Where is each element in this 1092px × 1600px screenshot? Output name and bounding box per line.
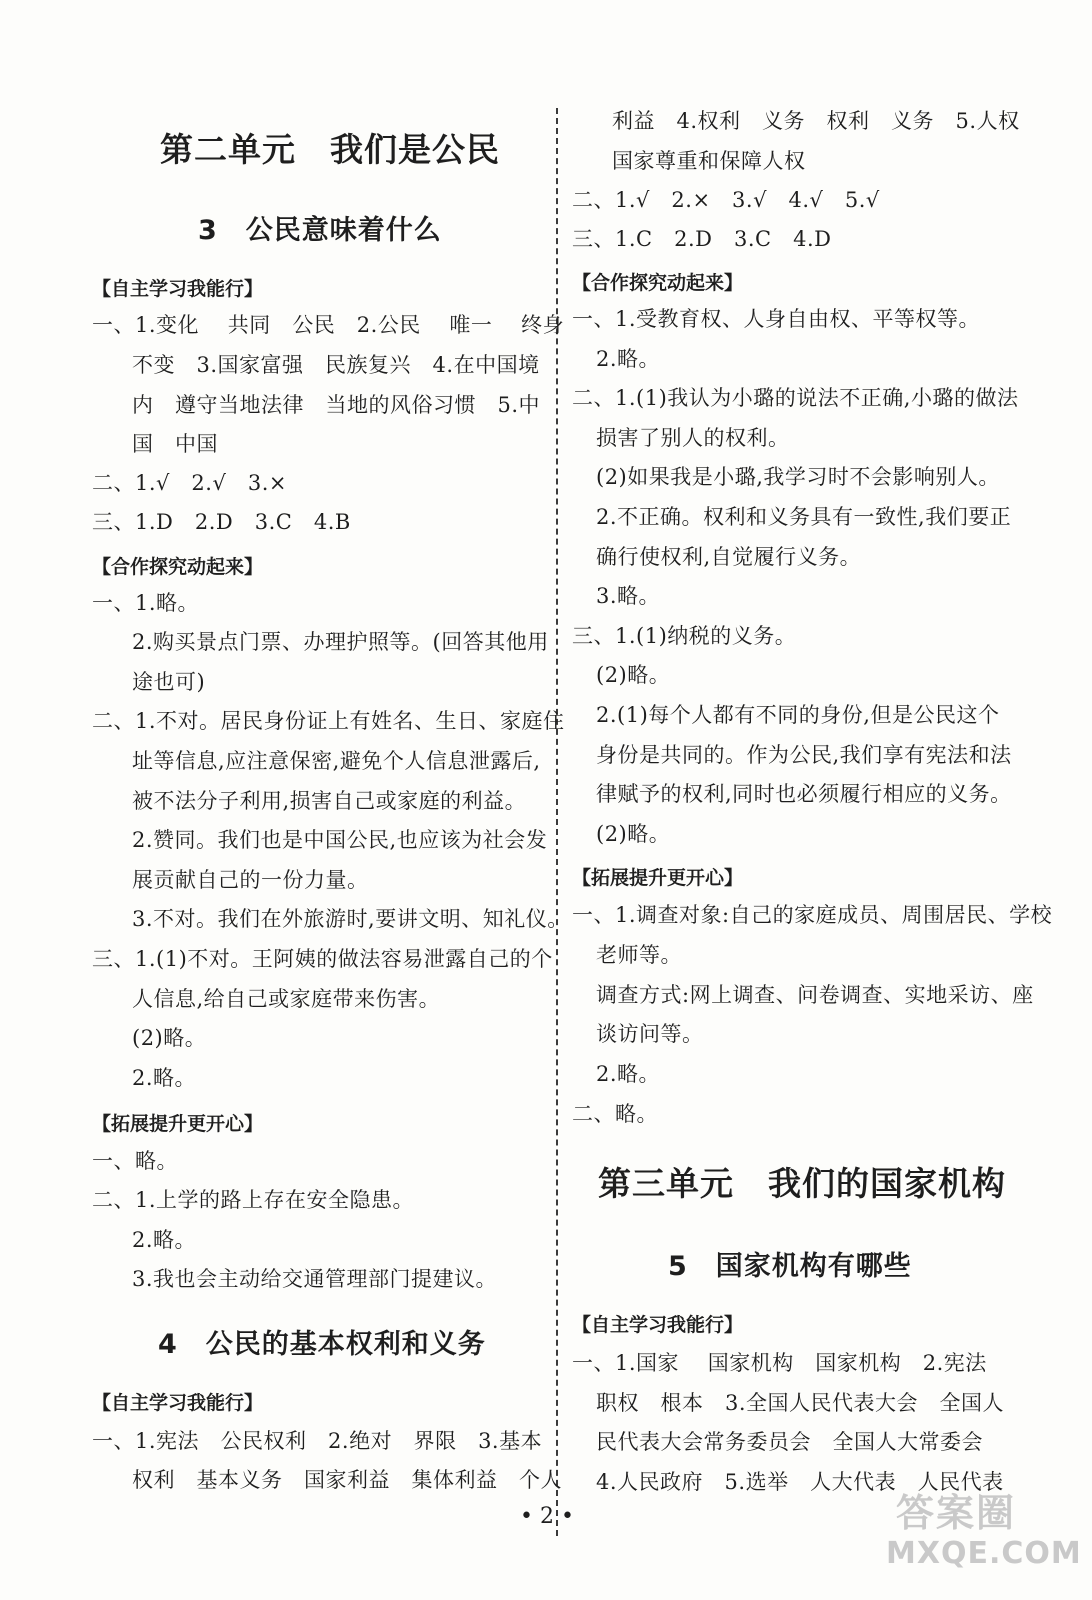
answer-line: 4.人民政府 5.选举 人大代表 人民代表 bbox=[596, 1470, 1004, 1494]
answer-line: 2.略。 bbox=[132, 1228, 197, 1252]
answer-line: 职权 根本 3.全国人民代表大会 全国人 bbox=[596, 1391, 1005, 1415]
watermark-url: MXQE.COM bbox=[886, 1536, 1082, 1571]
answer-line: 一、1.宪法 公民权利 2.绝对 界限 3.基本 bbox=[92, 1429, 543, 1453]
answer-line: 二、1.√ 2.× 3.√ 4.√ 5.√ bbox=[572, 188, 880, 212]
answer-line: (2)略。 bbox=[596, 663, 671, 687]
answer-line: 三、1.(1)纳税的义务。 bbox=[572, 624, 797, 648]
answer-line: 一、1.略。 bbox=[92, 591, 200, 615]
answer-line: 律赋予的权利,同时也必须履行相应的义务。 bbox=[596, 782, 1012, 806]
unit-title: 第三单元 我们的国家机构 bbox=[598, 1164, 1006, 1203]
answer-line: 二、1.√ 2.√ 3.× bbox=[92, 471, 287, 495]
answer-line: 老师等。 bbox=[596, 943, 682, 967]
section-heading: 【合作探究动起来】 bbox=[572, 272, 744, 294]
watermark-logo bbox=[880, 1482, 1082, 1582]
answer-line: (2)如果我是小璐,我学习时不会影响别人。 bbox=[596, 465, 1000, 489]
answer-line: 2.略。 bbox=[596, 347, 661, 371]
answer-line: 国 中国 bbox=[132, 432, 218, 456]
answer-line: 民代表大会常务委员会 全国人大常委会 bbox=[596, 1430, 983, 1454]
answer-line: 2.(1)每个人都有不同的身份,但是公民这个 bbox=[596, 703, 1000, 727]
answer-line: 身份是共同的。作为公民,我们享有宪法和法 bbox=[596, 743, 1012, 767]
answer-line: 3.不对。我们在外旅游时,要讲文明、知礼仪。 bbox=[132, 907, 569, 931]
answer-line: 二、1.上学的路上存在安全隐患。 bbox=[92, 1188, 415, 1212]
answer-line: (2)略。 bbox=[596, 822, 671, 846]
answer-line: (2)略。 bbox=[132, 1026, 207, 1050]
answer-line: 址等信息,应注意保密,避免个人信息泄露后, bbox=[132, 749, 541, 773]
answer-line: 人信息,给自己或家庭带来伤害。 bbox=[132, 987, 441, 1011]
answer-line: 2.不正确。权利和义务具有一致性,我们要正 bbox=[596, 505, 1012, 529]
lesson-title: 5 国家机构有哪些 bbox=[668, 1251, 912, 1282]
answer-line: 2.赞同。我们也是中国公民,也应该为社会发 bbox=[132, 828, 548, 852]
answer-line: 权利 基本义务 国家利益 集体利益 个人 bbox=[132, 1468, 562, 1492]
answer-line: 二、1.不对。居民身份证上有姓名、生日、家庭住 bbox=[92, 709, 565, 733]
answer-line: 途也可) bbox=[132, 670, 206, 694]
answer-line: 一、1.调查对象:自己的家庭成员、周围居民、学校 bbox=[572, 903, 1053, 927]
answer-line: 2.购买景点门票、办理护照等。(回答其他用 bbox=[132, 630, 549, 654]
section-heading: 【拓展提升更开心】 bbox=[92, 1113, 264, 1135]
section-heading: 【合作探究动起来】 bbox=[92, 556, 264, 578]
answer-line: 三、1.C 2.D 3.C 4.D bbox=[572, 227, 832, 251]
page-number: • 2 • bbox=[520, 1504, 574, 1529]
answer-line: 调查方式:网上调查、问卷调查、实地采访、座 bbox=[596, 983, 1034, 1007]
answer-line: 一、1.变化 共同 公民 2.公民 唯一 终身 bbox=[92, 313, 565, 337]
watermark-text: 答案圈 bbox=[896, 1491, 1017, 1535]
section-heading: 【自主学习我能行】 bbox=[572, 1314, 744, 1336]
answer-line: 2.略。 bbox=[596, 1062, 661, 1086]
answer-line: 2.略。 bbox=[132, 1066, 197, 1090]
answer-line: 3.略。 bbox=[596, 584, 661, 608]
answer-line: 确行使权利,自觉履行义务。 bbox=[596, 545, 862, 569]
section-heading: 【拓展提升更开心】 bbox=[572, 867, 744, 889]
answer-line: 一、1.受教育权、人身自由权、平等权等。 bbox=[572, 307, 981, 331]
unit-title: 第二单元 我们是公民 bbox=[160, 130, 500, 169]
answer-line: 被不法分子利用,损害自己或家庭的利益。 bbox=[132, 789, 527, 813]
answer-line: 一、略。 bbox=[92, 1149, 178, 1173]
answer-line: 二、略。 bbox=[572, 1102, 658, 1126]
lesson-title: 3 公民意味着什么 bbox=[198, 215, 442, 246]
answer-line: 不变 3.国家富强 民族复兴 4.在中国境 bbox=[132, 353, 540, 377]
answer-line: 展贡献自己的一份力量。 bbox=[132, 868, 369, 892]
section-heading: 【自主学习我能行】 bbox=[92, 278, 264, 300]
answer-line: 三、1.D 2.D 3.C 4.B bbox=[92, 510, 351, 534]
answer-line: 损害了别人的权利。 bbox=[596, 426, 790, 450]
answer-line: 国家尊重和保障人权 bbox=[612, 149, 806, 173]
answer-line: 二、1.(1)我认为小璐的说法不正确,小璐的做法 bbox=[572, 386, 1019, 410]
answer-line: 三、1.(1)不对。王阿姨的做法容易泄露自己的个 bbox=[92, 947, 553, 971]
answer-line: 内 遵守当地法律 当地的风俗习惯 5.中 bbox=[132, 393, 541, 417]
answer-line: 3.我也会主动给交通管理部门提建议。 bbox=[132, 1267, 498, 1291]
answer-line: 一、1.国家 国家机构 国家机构 2.宪法 bbox=[572, 1351, 987, 1375]
lesson-title: 4 公民的基本权利和义务 bbox=[158, 1329, 486, 1360]
section-heading: 【自主学习我能行】 bbox=[92, 1392, 264, 1414]
answer-line: 利益 4.权利 义务 权利 义务 5.人权 bbox=[612, 109, 1020, 133]
answer-line: 谈访问等。 bbox=[596, 1022, 704, 1046]
